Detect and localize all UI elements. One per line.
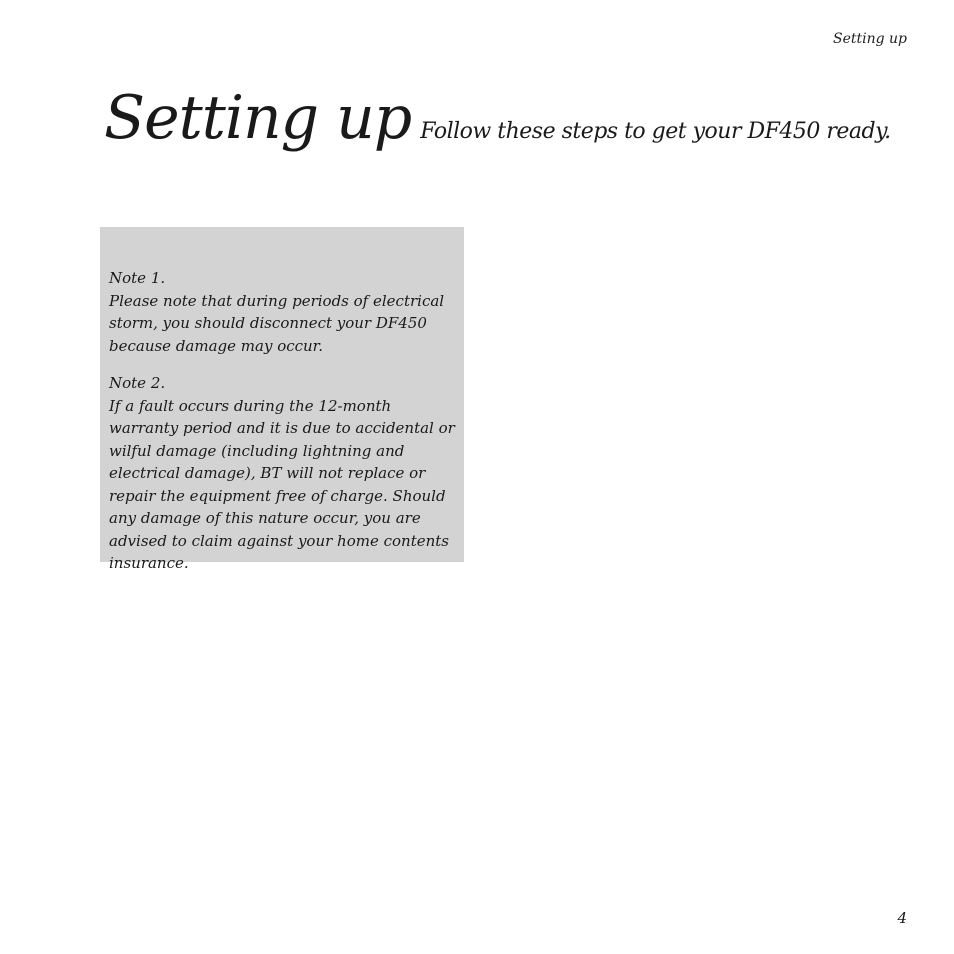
page-title: Setting up: [104, 83, 412, 153]
note-1: [109, 267, 456, 357]
note-2-label: Note 2.: [109, 374, 166, 392]
note-1-text: Please note that during periods of electrical storm, you should disconnect your DF450 because damage may occur.: [109, 291, 445, 355]
note-2: [109, 372, 456, 575]
page-subtitle: Follow these steps to get your DF450 ready.: [420, 119, 891, 144]
page-title-row: [104, 80, 891, 156]
note-2-text: If a fault occurs during the 12-month warranty period and it is due to accidental or wilful damage (including lightning and electrical damage), BT will not replace or repair the equipment free of charge. Should any damage of this nature occur, you are advised to claim against your home contents insurance.: [109, 396, 455, 572]
page-number: 4: [897, 909, 907, 927]
notes-box: [100, 227, 464, 572]
running-header: Setting up: [832, 31, 907, 47]
note-1-label: Note 1.: [109, 269, 166, 287]
